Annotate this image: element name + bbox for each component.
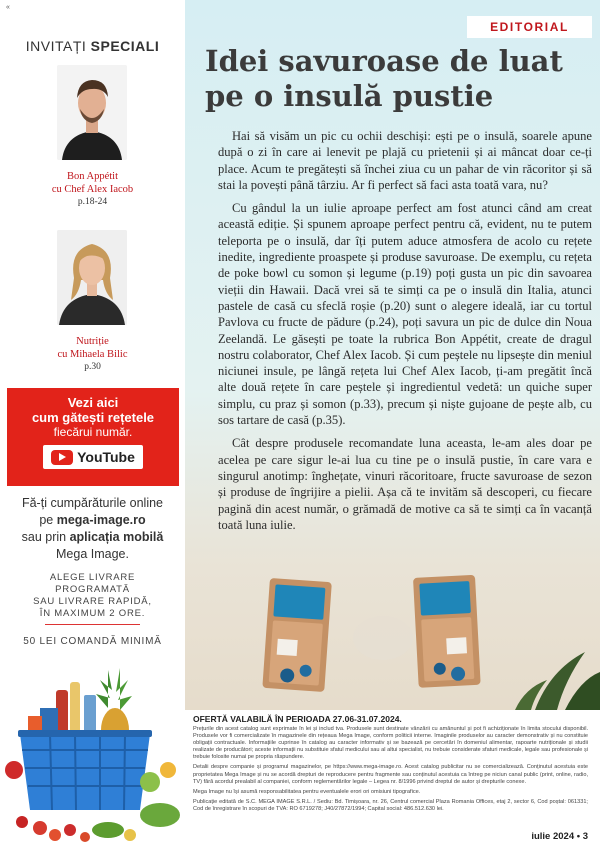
online-shop-text: Fă-ți cumpărăturile online pe mega-image.ro sau prin aplicația mobilă Mega Image.	[21, 496, 164, 561]
offer-validity: OFERTĂ VALABILĂ ÎN PERIOADA 27.06-31.07.2024.	[193, 714, 402, 724]
guest-caption-nutritionist: Nutriție cu Mihaela Bilic p.30	[57, 336, 128, 372]
delivery-divider	[45, 624, 140, 625]
minimum-order-text: 50 LEI COMANDĂ MINIMĂ	[23, 636, 162, 647]
editorial-tag: EDITORIAL	[467, 16, 592, 38]
guest-caption-chef: Bon Appétit cu Chef Alex Iacob p.18-24	[51, 171, 134, 207]
article-paragraph: Cât despre produsele recomandate luna aceasta, le-am ales doar pe acelea pe care sigur le-ai lua cu tine pe o insulă pustie, în care vara e singurul anotimp: înghețate, vinuri răcoritoare, fructe savuroase de sezon și produse de îngrijire a pielii. Așa că te invităm să descoperi, cu fiecare pagină din acest număr, o grămadă de motive ca să te simți ca în vacanță toată luna iulie.	[218, 436, 592, 532]
legal-paragraph: Prețurile din acest catalog sunt exprimate în lei și includ tva. Produsele sunt destinate vânzării cu amănuntul și pot fi achiziționate în limita stocului disponibil. Produsele vor fi comercializate în magazinele din rețeaua Mega Image, conform politicii interne. Imaginile produselor au caracter demonstrativ și nu constituie obligații contractuale. Informațiile cuprinse în catalog au caracter informativ și se bazează pe cercetări în domeniul alimentar, rapoarte nutriționale și studii realizate de producători; aceste informații nu substituie sfatul medicului sau al altui specialist, nu trebuie considerate sfaturi medicale, legale sau profesionale și trebuie folosite numai pe propria răspundere.	[193, 726, 588, 761]
grocery-basket-illustration	[0, 650, 185, 850]
corner-mark: «	[6, 4, 10, 11]
youtube-button[interactable]: YouTube	[43, 445, 143, 469]
main-content	[185, 0, 600, 850]
article-paragraph: Cu gândul la un iulie aproape perfect am fost atunci când am creat această ediție. Și spunem aproape perfect pentru că, evident, nu te putem teleporta pe o insulă, dar îți putem aduce atmosfera de acolo cu rețete inedite, ingrediente proaspete și produse savuroase. De exemplu, cu rețeta de poke bowl cu somon și legume (p.19) poți gusta un pic din savoarea vieții din Hawaii. Dacă vrei să te simți ca pe o insulă din Italia, atunci pastele de casă cu sfeclă roșie (p.20) sunt o alegere ideală, iar cu tortul Pavlova cu fructe de pădure (p.24), poți savura un pic de dulce din Noua Zeelandă. Le găsești pe toate la rubrica Bon Appétit, create de dragul nostru colaborator, Chef Alex Iacob. Și cum peștele nu lipsește din meniul niciunei insule, pe lângă rețeta lui Chef Alex Iacob, ți-am pregătit încă alte două rețete în care peștele și ingredientul vedetă: un quiche super simplu, cu praz și somon (p.33), precum și niște gujoane de pește alb, cu sos tartare de casă (p.35).	[218, 201, 592, 428]
page-title: Idei savuroase de luat pe o insulă pustie	[205, 44, 563, 113]
youtube-promo-box: Vezi aici cum gătești rețetele fiecărui număr. YouTube	[7, 388, 179, 486]
article-paragraph: Hai să visăm un pic cu ochii deschiși: ești pe o insulă, soarele apune după o zi în care ai lenevit pe plajă cu prietenii și ai mâncat doar ce-ți place. Acum te pregătești să închei ziua cu un pahar de vin răcoritor și să stai la povești până târziu. Ar fi perfect să faci asta toată vara, nu?	[218, 129, 592, 192]
youtube-play-icon	[51, 450, 73, 465]
beach-chairs-illustration	[185, 560, 600, 710]
sidebar	[0, 0, 185, 850]
editorial-article	[218, 128, 592, 540]
delivery-text: ALEGE LIVRARE PROGRAMATĂ SAU LIVRARE RAPIDĂ, ÎN MAXIMUM 2 ORE.	[33, 572, 152, 619]
legal-paragraph: Publicație editată de S.C. MEGA IMAGE S.R.L. / Sediu: Bd. Timișoara, nr. 26, Centrul comercial Plaza Romania Offices, etaj 2, sector 6, Cod poștal: 061331; Cod de înregistrare în scopuri de TVA: RO 6719278; J40/27872/1994; Capital social: 486.512.630 lei.	[193, 798, 588, 812]
legal-footer	[185, 710, 600, 850]
nutritionist-portrait	[57, 230, 127, 325]
legal-paragraph: Detalii despre companie și programul magazinelor, pe https://www.mega-image.ro. Acest catalog publicitar nu se comercializează. Conținutul acestuia este proprietatea Mega Image și nu se acordă drepturi de reproducere pentru fragmente sau conținutul acestuia ca întreg pe niciun canal public (print, online, radio, TV) fără acordul prealabil al companiei, conform reglementărilor legale – Legea nr. 8/1996 privind dreptul de autor și drepturile conexe.	[193, 764, 588, 785]
chef-portrait	[57, 65, 127, 160]
legal-paragraph: Mega Image nu își asumă responsabilitatea pentru eventualele erori ori omisiuni tipografice.	[193, 788, 421, 795]
special-guests-title: INVITAȚI SPECIALI	[25, 38, 160, 54]
mega-image-link[interactable]: mega-image.ro	[56, 513, 146, 527]
page-number: iulie 2024 • 3	[531, 831, 588, 842]
